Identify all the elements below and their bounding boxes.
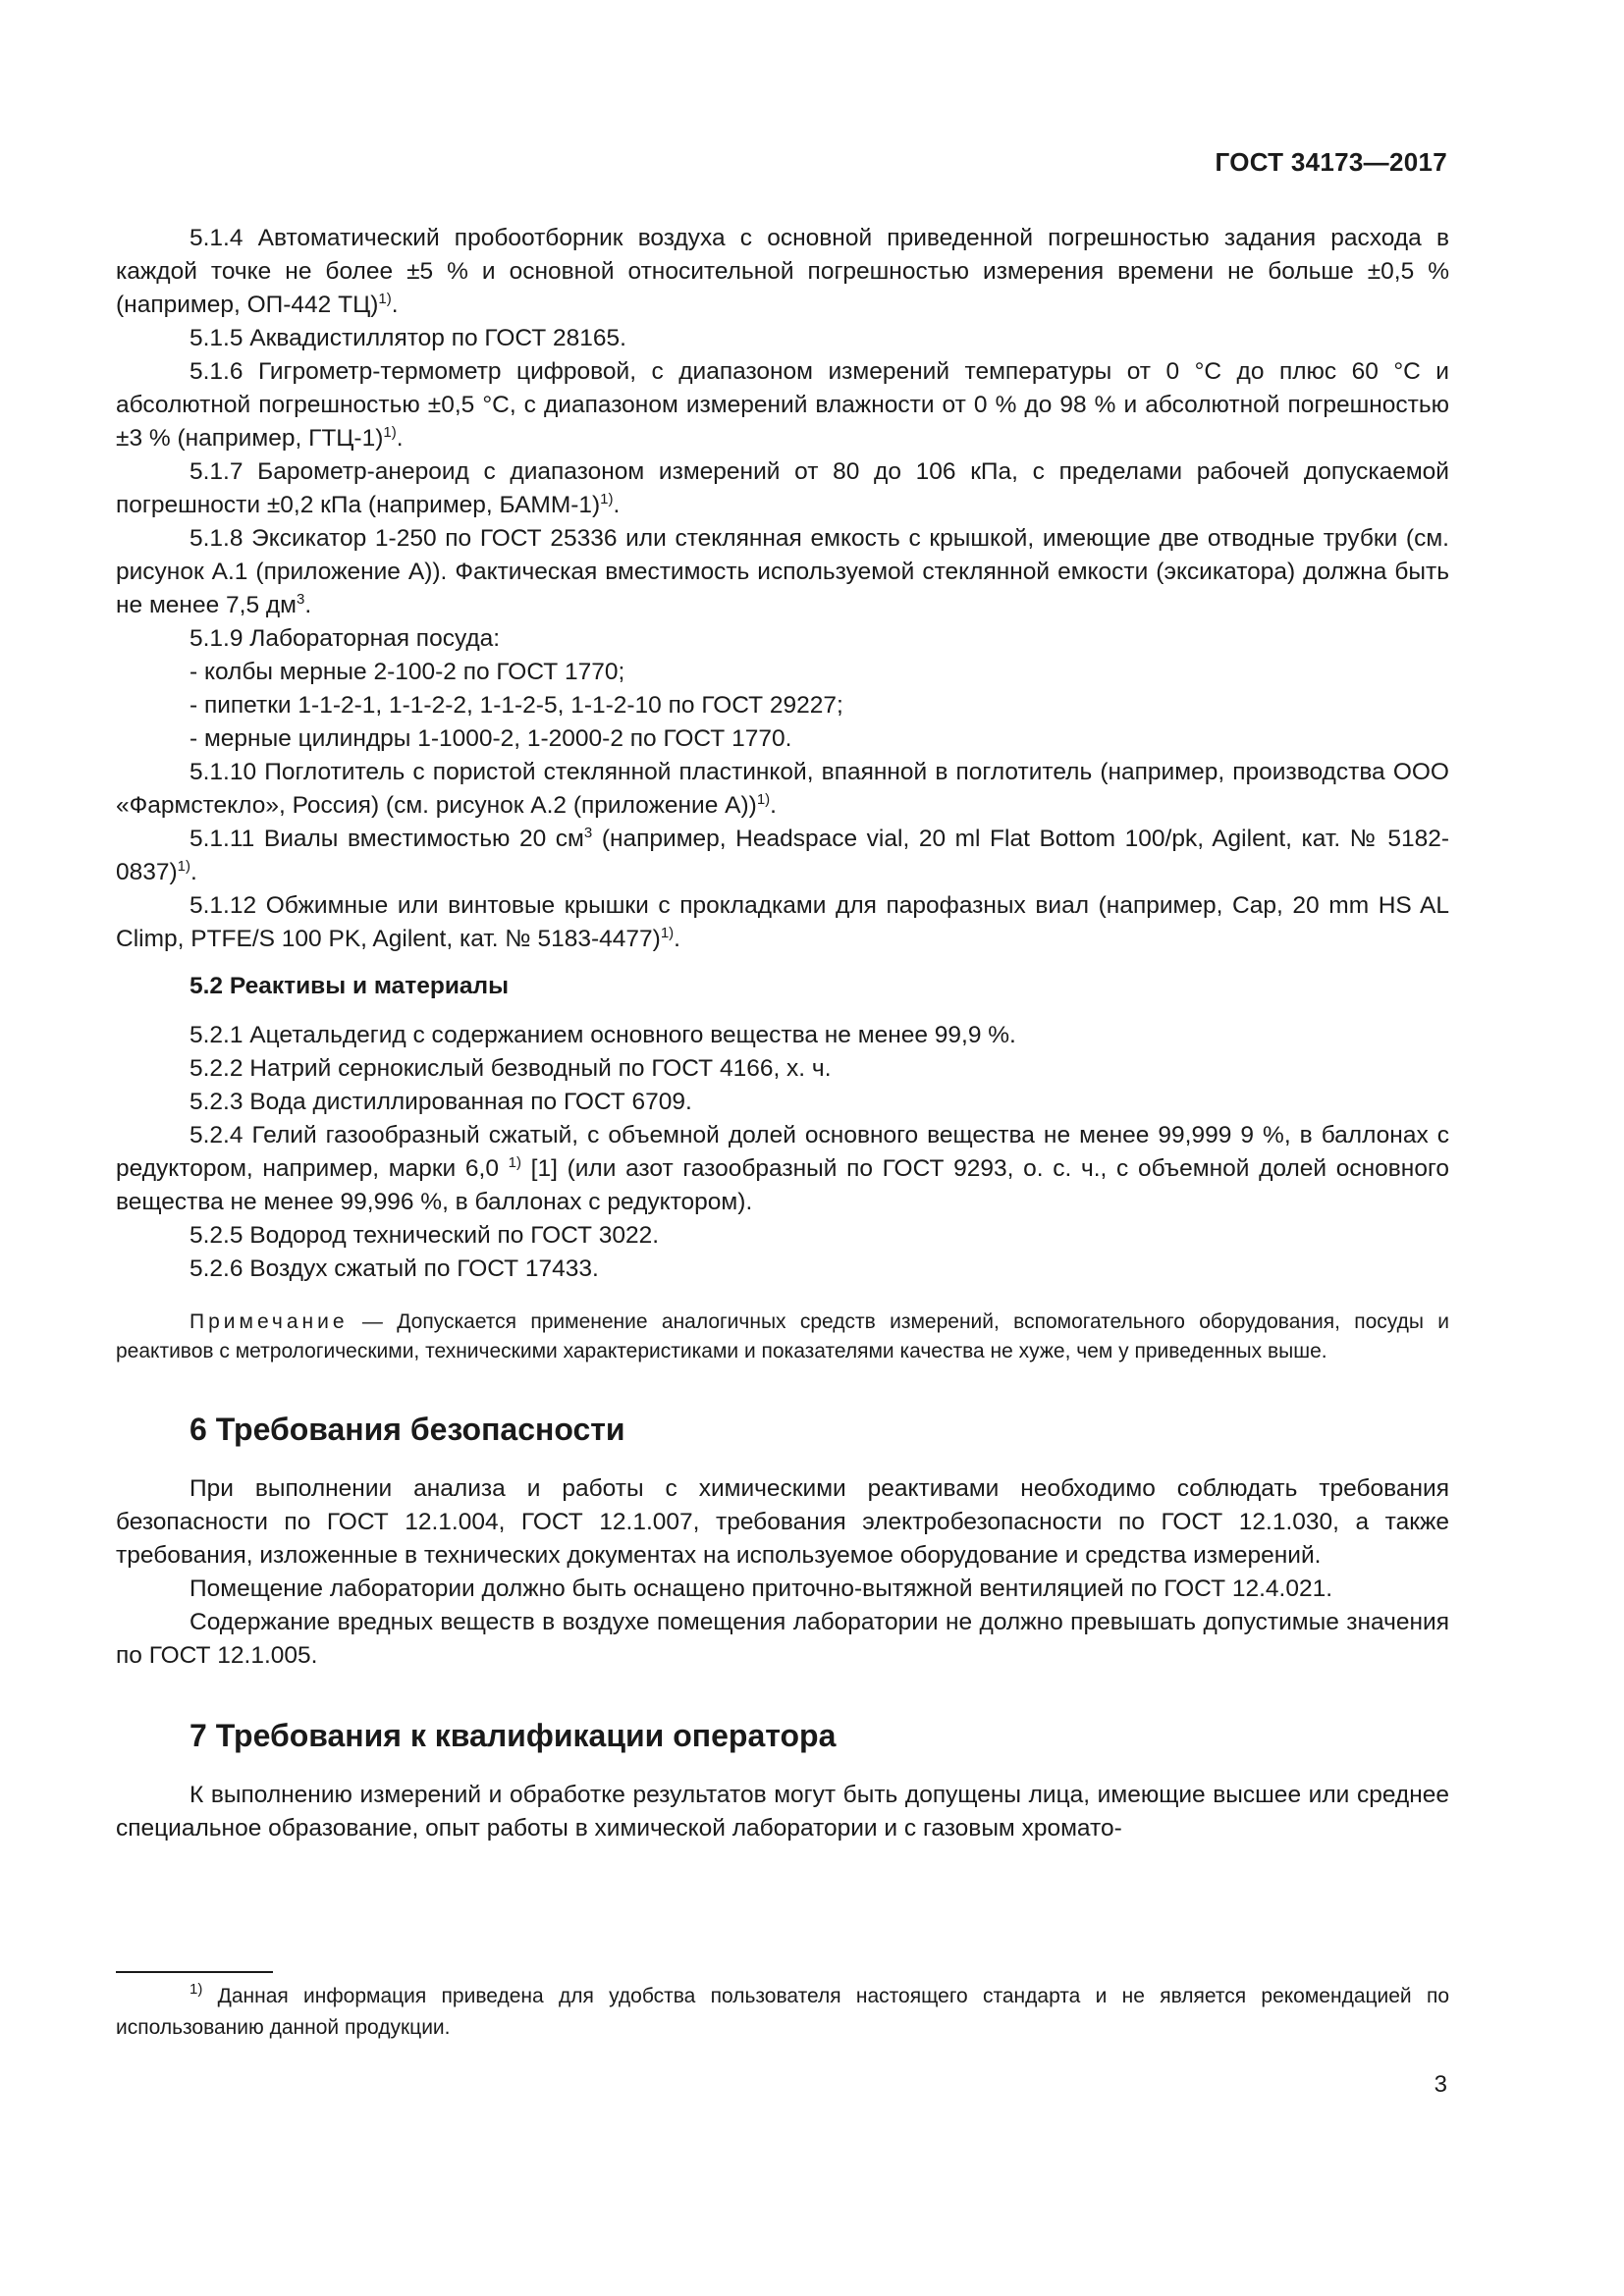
footnote-ref[interactable]: 1) [508, 1154, 521, 1171]
paragraph-5-2-1: 5.2.1 Ацетальдегид с содержанием основного вещества не менее 99,9 %. [189, 1022, 1016, 1048]
paragraph-text: [1] (или азот газообразный по ГОСТ 9293, о. с. ч., с объемной долей основного вещества не менее 99,996 %, в баллонах с редуктором). [116, 1155, 1449, 1215]
list-item: - колбы мерные 2-100-2 по ГОСТ 1770; [189, 659, 625, 685]
section-heading-6: 6 Требования безопасности [189, 1412, 625, 1447]
paragraph-5-2-2: 5.2.2 Натрий сернокислый безводный по ГОСТ 4166, х. ч. [189, 1055, 832, 1082]
paragraph-5-1-5: 5.1.5 Аквадистиллятор по ГОСТ 28165. [189, 325, 626, 351]
footnote-paragraph [116, 1981, 1449, 2044]
paragraph-5-1-6 [116, 355, 1449, 455]
paragraph-5-1-4 [116, 222, 1449, 322]
paragraph-5-2-6: 5.2.6 Воздух сжатый по ГОСТ 17433. [189, 1255, 599, 1282]
footnote-text: Данная информация приведена для удобства пользователя настоящего стандарта и не является рекомендацией по использованию данной продукции. [116, 1985, 1449, 2039]
paragraph-5-1-10 [116, 756, 1449, 823]
punctuation: . [391, 292, 399, 318]
note-paragraph [116, 1308, 1449, 1366]
punctuation: . [674, 926, 680, 952]
section-6-paragraph-1: При выполнении анализа и работы с химическими реактивами необходимо соблюдать требования безопасности по ГОСТ 12.1.004, ГОСТ 12.1.007, требования электробезопасности по ГОСТ 12.1.030, а также требования, изложенные в технических документах на используемое оборудование и средства измерений. [116, 1475, 1449, 1569]
paragraph-text: 5.1.8 Эксикатор 1-250 по ГОСТ 25336 или стеклянная емкость с крышкой, имеющие две отводные трубки (см. рисунок А.1 (приложение А)). Фактическая вместимость используемой стеклянной емкости (эксикатора) должна быть не менее 7,5 дм [116, 525, 1449, 618]
paragraph-5-2-4 [116, 1119, 1449, 1219]
document-header: ГОСТ 34173—2017 [1215, 147, 1447, 177]
page-number: 3 [1434, 2071, 1447, 2098]
paragraph-5-2-5: 5.2.5 Водород технический по ГОСТ 3022. [189, 1222, 660, 1249]
section-7-paragraph-1: К выполнению измерений и обработке результатов могут быть допущены лица, имеющие высшее или среднее специальное образование, опыт работы в химической лаборатории и с газовым хромато- [116, 1782, 1449, 1842]
paragraph-text: 5.2.4 Гелий газообразный сжатый, с объемной долей основного вещества не менее 99,999 9 %, в баллонах с редуктором, например, марки 6,0 [116, 1122, 1449, 1182]
section-heading-7: 7 Требования к квалификации оператора [189, 1718, 837, 1753]
paragraph-5-1-11 [116, 823, 1449, 889]
footnote-ref[interactable]: 1) [378, 291, 392, 307]
punctuation: . [613, 492, 621, 518]
paragraph-text: (например, Headspace vial, 20 ml Flat Bottom 100/pk, Agilent, кат. № 5182-0837) [116, 826, 1449, 885]
paragraph-5-1-7 [116, 455, 1449, 522]
superscript: 3 [297, 591, 305, 608]
paragraph-text: 5.1.6 Гигрометр-термометр цифровой, с диапазоном измерений температуры от 0 °С до плюс 60 °С и абсолютной погрешностью ±0,5 °С, с диапазоном измерений влажности от 0 % до 98 % и абсолютной погрешностью ±3 % (например, ГТЦ-1) [116, 358, 1449, 452]
punctuation: . [190, 859, 197, 885]
paragraph-text: 5.1.11 Виалы вместимостью 20 см [189, 826, 584, 852]
note-block [116, 1308, 1449, 1366]
footnote-marker: 1) [189, 1981, 203, 1998]
paragraph-text: 5.1.4 Автоматический пробоотборник воздуха с основной приведенной погрешностью задания расхода в каждой точке не более ±5 % и основной относительной погрешностью измерения времени не больше ±0,5 % (например, ОП-442 ТЦ) [116, 225, 1449, 318]
superscript: 3 [583, 825, 593, 841]
paragraph-text: 5.1.10 Поглотитель с пористой стеклянной пластинкой, впаянной в поглотитель (например, производства ООО «Фармстекло», Россия) (см. рисунок А.2 (приложение А)) [116, 759, 1449, 819]
subsection-heading-5-2: 5.2 Реактивы и материалы [189, 973, 510, 999]
paragraph-5-1-12 [116, 889, 1449, 956]
footnote-ref[interactable]: 1) [660, 925, 675, 941]
footnote-divider [116, 1971, 273, 1973]
footnote [116, 1981, 1449, 2044]
list-item: - пипетки 1-1-2-1, 1-1-2-2, 1-1-2-5, 1-1-2-10 по ГОСТ 29227; [189, 692, 843, 719]
list-item: - мерные цилиндры 1-1000-2, 1-2000-2 по ГОСТ 1770. [189, 725, 792, 752]
punctuation: . [396, 425, 404, 452]
footnote-ref[interactable]: 1) [177, 858, 191, 875]
note-text: — Допускается применение аналогичных средств измерений, вспомогательного оборудования, посуды и реактивов с метрологическими, техническими характеристиками и показателями качества не хуже, чем у приведенных выше. [116, 1310, 1449, 1362]
paragraph-text: 5.1.7 Барометр-анероид с диапазоном измерений от 80 до 106 кПа, с пределами рабочей допускаемой погрешности ±0,2 кПа (например, БАММ-1) [116, 458, 1449, 518]
paragraph-text: 5.1.12 Обжимные или винтовые крышки с прокладками для парофазных виал (например, Cap, 20 mm HS AL Climp, PTFE/S 100 PK, Agilent, кат. № 5183-4477) [116, 892, 1449, 952]
punctuation: . [304, 592, 312, 618]
note-label: Примечание [189, 1310, 349, 1333]
punctuation: . [770, 792, 777, 819]
footnote-ref[interactable]: 1) [756, 791, 771, 808]
section-6-paragraph-2: Помещение лаборатории должно быть оснащено приточно-вытяжной вентиляцией по ГОСТ 12.4.021. [189, 1575, 1333, 1602]
paragraph-5-1-8 [116, 522, 1449, 622]
document-body [116, 222, 1449, 1845]
section-6-paragraph-3: Содержание вредных веществ в воздухе помещения лаборатории не должно превышать допустимые значения по ГОСТ 12.1.005. [116, 1609, 1449, 1669]
paragraph-5-1-9: 5.1.9 Лабораторная посуда: [189, 625, 501, 652]
footnote-ref[interactable]: 1) [600, 491, 614, 507]
paragraph-5-2-3: 5.2.3 Вода дистиллированная по ГОСТ 6709. [189, 1089, 692, 1115]
footnote-ref[interactable]: 1) [383, 424, 397, 441]
